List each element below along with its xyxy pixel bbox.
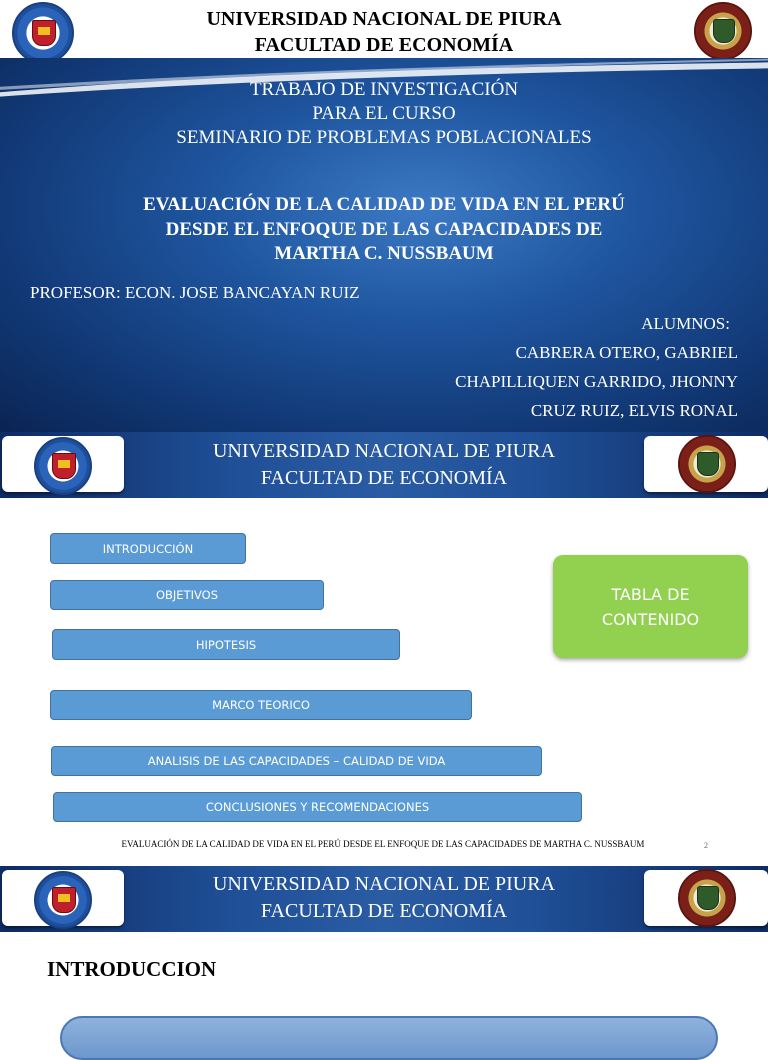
course-subtitle [0,78,768,150]
university-name: UNIVERSIDAD NACIONAL DE PIURA [206,8,562,30]
toc-title-line: CONTENIDO [601,609,700,629]
student-name: CHAPILLIQUEN GARRIDO, JHONNY [455,372,738,391]
page-number: 2 [704,841,708,850]
slide-title: INTRODUCCION [47,957,217,981]
university-name: UNIVERSIDAD NACIONAL DE PIURA [212,440,556,462]
research-title [0,193,768,267]
faculty-name: FACULTAD DE ECONOMÍA [260,467,508,489]
title-line: DESDE EL ENFOQUE DE LAS CAPACIDADES DE [165,218,603,240]
students-list [455,309,738,425]
slide-footer: EVALUACIÓN DE LA CALIDAD DE VIDA EN EL PERÚ DESDE EL ENFOQUE DE LAS CAPACIDADES DE MARTHA C. NUSSBAUM [121,839,645,849]
introduction-slide [0,866,768,1024]
subtitle-line: TRABAJO DE INVESTIGACIÓN [249,79,519,100]
toc-title-line: TABLA DE [611,584,690,604]
slide-header [0,866,768,932]
toc-item-marco-teorico[interactable]: MARCO TEORICO [50,690,472,720]
student-name: CRUZ RUIZ, ELVIS RONAL [530,401,738,420]
professor-name: PROFESOR: ECON. JOSE BANCAYAN RUIZ [30,283,360,302]
toc-item-analisis[interactable]: ANALISIS DE LAS CAPACIDADES – CALIDAD DE VIDA [51,746,542,776]
subtitle-line: PARA EL CURSO [312,103,456,124]
students-label: ALUMNOS: [641,314,730,333]
faculty-name: FACULTAD DE ECONOMÍA [260,900,508,922]
toc-item-introduccion[interactable]: INTRODUCCIÓN [50,533,246,564]
title-line: MARTHA C. NUSSBAUM [274,243,494,264]
toc-item-conclusiones[interactable]: CONCLUSIONES Y RECOMENDACIONES [53,792,582,822]
slide-header [0,432,768,498]
title-line: EVALUACIÓN DE LA CALIDAD DE VIDA EN EL PERÚ [143,194,625,215]
title-slide [0,0,768,432]
table-of-contents-box [553,555,748,658]
toc-item-objetivos[interactable]: OBJETIVOS [50,580,324,610]
university-name: UNIVERSIDAD NACIONAL DE PIURA [212,873,556,895]
introduction-content-box [60,1016,718,1060]
student-name: CABRERA OTERO, GABRIEL [515,343,738,362]
contents-slide [0,432,768,868]
faculty-name: FACULTAD DE ECONOMÍA [254,34,514,56]
title-slide-header [0,6,768,58]
subtitle-line: SEMINARIO DE PROBLEMAS POBLACIONALES [176,127,592,148]
toc-item-hipotesis[interactable]: HIPOTESIS [52,629,400,660]
